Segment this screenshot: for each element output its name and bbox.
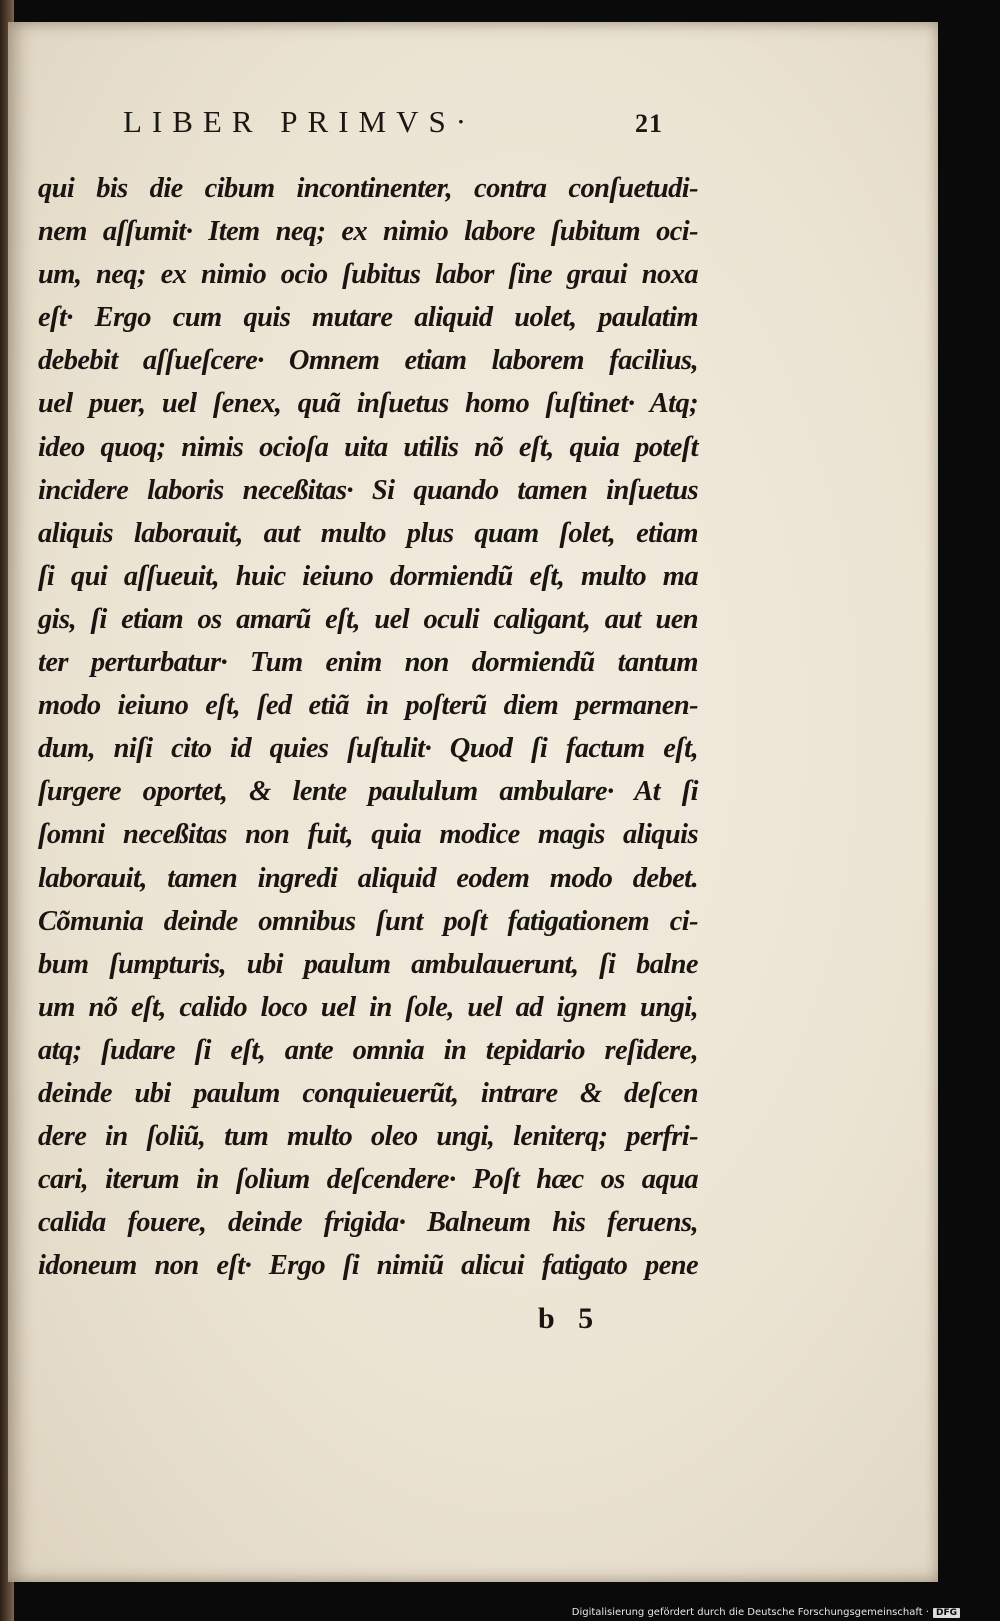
text-line: uel puer, uel ſenex, quã inſuetus homo ſuſtinet· Atq; xyxy=(38,388,698,420)
text-line: ſurgere oportet, & lente paululum ambulare· At ſi xyxy=(38,776,698,808)
text-line: ſomni neceßitas non fuit, quia modice magis aliquis xyxy=(38,819,698,851)
text-line: atq; ſudare ſi eſt, ante omnia in tepidario reſidere, xyxy=(38,1034,698,1066)
text-line: um nõ eſt, calido loco uel in ſole, uel ad ignem ungi, xyxy=(38,991,698,1023)
book-page xyxy=(8,22,938,1582)
digitization-credit xyxy=(572,1607,960,1618)
text-line: eſt· Ergo cum quis mutare aliquid uolet, paulatim xyxy=(38,302,698,334)
text-line: idoneum non eſt· Ergo ſi nimiũ alicui fatigato pene xyxy=(38,1250,698,1282)
text-line: ſi qui aſſueuit, huic ieiuno dormiendũ eſt, multo ma xyxy=(38,560,698,592)
text-line: debebit aſſueſcere· Omnem etiam laborem facilius, xyxy=(38,345,698,377)
text-line: cari, iterum in ſolium deſcendere· Poſt hæc os aqua xyxy=(38,1164,698,1196)
text-line: qui bis die cibum incontinenter, contra conſuetudi- xyxy=(38,173,698,204)
text-line: gis, ſi etiam os amarũ eſt, uel oculi caligant, aut uen xyxy=(38,603,698,635)
text-line: modo ieiuno eſt, ſed etiã in poſterũ diem permanen- xyxy=(38,690,698,722)
text-line: dum, niſi cito id quies ſuſtulit· Quod ſi factum eſt, xyxy=(38,733,698,765)
text-line: bum ſumpturis, ubi paulum ambulauerunt, ſi balne xyxy=(38,948,698,980)
signature-mark: b 5 xyxy=(538,1302,602,1335)
text-line: calida fouere, deinde frigida· Balneum his feruens, xyxy=(38,1207,698,1239)
text-line: um, neq; ex nimio ocio ſubitus labor ſine graui noxa xyxy=(38,259,698,291)
text-line: dere in ſoliũ, tum multo oleo ungi, leniterq; perfri- xyxy=(38,1121,698,1153)
credit-text: Digitalisierung gefördert durch die Deutsche Forschungsgemeinschaft · xyxy=(571,1607,929,1618)
text-line: Cõmunia deinde omnibus ſunt poſt fatigationem ci- xyxy=(38,905,698,937)
text-line: ter perturbatur· Tum enim non dormiendũ tantum xyxy=(38,647,698,679)
text-line: incidere laboris neceßitas· Si quando tamen inſuetus xyxy=(38,474,698,506)
body-text xyxy=(38,167,698,1287)
text-line: ideo quoq; nimis ocioſa uita utilis nõ eſt, quia poteſt xyxy=(38,431,698,463)
text-line: aliquis laborauit, aut multo plus quam ſolet, etiam xyxy=(38,517,698,549)
dfg-logo: DFG xyxy=(933,1608,960,1618)
text-line: nem aſſumit· Item neq; ex nimio labore ſubitum oci- xyxy=(38,216,698,248)
running-head xyxy=(123,104,663,140)
running-title: LIBER PRIMVS· xyxy=(123,104,477,139)
page-number: 21 xyxy=(635,109,663,138)
text-line: deinde ubi paulum conquieuerũt, intrare & deſcen xyxy=(38,1077,698,1109)
text-line: laborauit, tamen ingredi aliquid eodem modo debet. xyxy=(38,862,698,894)
